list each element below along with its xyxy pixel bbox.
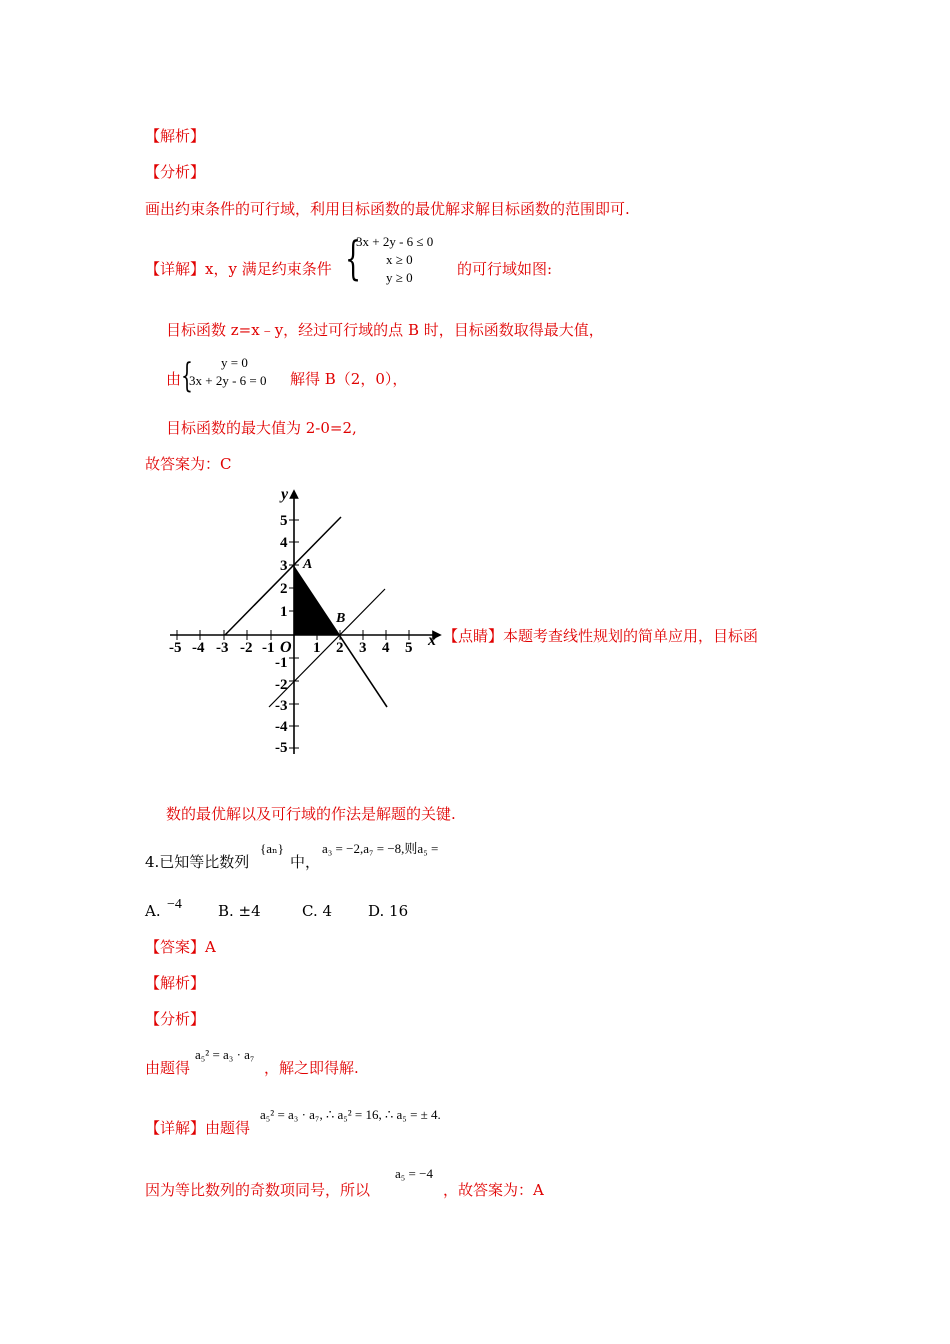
q4-zhong: 中， bbox=[290, 853, 321, 871]
x-tick: -3 bbox=[216, 640, 229, 656]
x-tick: 1 bbox=[313, 640, 321, 656]
x-tick: 3 bbox=[359, 640, 367, 656]
analysis-text: 画出约束条件的可行域，利用目标函数的最优解求解目标函数的范围即可. bbox=[145, 200, 630, 218]
answer-c: 故答案为：C bbox=[145, 455, 232, 473]
q4-analysis-suffix: ，解之即得解. bbox=[264, 1059, 359, 1077]
y-tick: 5 bbox=[280, 513, 288, 529]
x-tick: -2 bbox=[240, 640, 253, 656]
option-d: D. 16 bbox=[368, 902, 409, 920]
y-tick: -1 bbox=[275, 655, 288, 671]
y-tick: 1 bbox=[280, 604, 288, 620]
q4-condition: a₃ = −2,a₇ = −8,则a₅ = bbox=[322, 841, 439, 856]
option-c: C. 4 bbox=[302, 902, 333, 920]
q4-stem: 4.已知等比数列 bbox=[145, 853, 250, 871]
x-axis-label: x bbox=[428, 632, 436, 649]
y-tick: -3 bbox=[275, 698, 288, 714]
y-tick: -2 bbox=[275, 677, 288, 693]
dianjing-text: 【点睛】本题考查线性规划的简单应用，目标函 bbox=[443, 627, 759, 645]
solve-text: 解得 B（2，0）， bbox=[290, 370, 408, 388]
equation-2: 3x + 2y - 6 = 0 bbox=[189, 373, 267, 388]
x-tick: 2 bbox=[336, 640, 344, 656]
detail-suffix: 的可行域如图: bbox=[457, 260, 553, 278]
ticks bbox=[177, 520, 409, 748]
point-b-label: B bbox=[336, 611, 346, 626]
x-tick: -4 bbox=[192, 640, 205, 656]
q4-analysis-prefix: 由题得 bbox=[145, 1059, 191, 1077]
fenxi-heading: 【分析】 bbox=[145, 163, 206, 181]
equation-brace: { bbox=[181, 356, 193, 396]
q4-final-prefix: 因为等比数列的奇数项同号，所以 bbox=[145, 1181, 371, 1199]
constraint-2: x ≥ 0 bbox=[386, 252, 413, 267]
q4-final-suffix: ，故答案为：A bbox=[443, 1181, 544, 1199]
x-tick: -1 bbox=[262, 640, 275, 656]
constraint-brace: { bbox=[345, 231, 362, 285]
equation-1: y = 0 bbox=[221, 355, 248, 370]
q4-answer: 【答案】A bbox=[145, 938, 216, 956]
option-a: A. bbox=[145, 902, 161, 920]
y-axis-label: y bbox=[281, 486, 289, 503]
point-a-label: A bbox=[303, 557, 313, 572]
origin-label: O bbox=[280, 639, 292, 656]
x-tick: -5 bbox=[169, 640, 182, 656]
q4-sequence: {aₙ} bbox=[260, 841, 284, 856]
detail-prefix: 【详解】x，y 满足约束条件 bbox=[145, 260, 332, 278]
feasible-region-graph bbox=[165, 482, 445, 772]
max-text: 目标函数的最大值为 2-0=2, bbox=[166, 419, 357, 437]
jiexi-heading: 【解析】 bbox=[145, 127, 206, 145]
x-tick: 5 bbox=[405, 640, 413, 656]
y-tick: 4 bbox=[280, 535, 288, 551]
you-text: 由 bbox=[166, 370, 182, 388]
objective-text: 目标函数 z=x﹣y，经过可行域的点 B 时，目标函数取得最大值， bbox=[166, 321, 604, 339]
q4-detail-prefix: 【详解】由题得 bbox=[145, 1119, 251, 1137]
y-tick: -5 bbox=[275, 740, 288, 756]
q4-fenxi: 【分析】 bbox=[145, 1010, 206, 1028]
q4-final-formula: a₅ = −4 bbox=[395, 1166, 433, 1181]
y-tick: 3 bbox=[280, 558, 288, 574]
x-tick: 4 bbox=[382, 640, 390, 656]
y-tick: 2 bbox=[280, 581, 288, 597]
constraint-1: 3x + 2y - 6 ≤ 0 bbox=[356, 234, 434, 249]
q4-jiexi: 【解析】 bbox=[145, 974, 206, 992]
y-tick: -4 bbox=[275, 719, 288, 735]
dianjing-text-cont: 数的最优解以及可行域的作法是解题的关键. bbox=[166, 805, 456, 823]
q4-detail-formula: a₅² = a₃ · a₇, ∴ a₅² = 16, ∴ a₅ = ± 4. bbox=[260, 1107, 441, 1122]
option-a-value: −4 bbox=[167, 897, 182, 912]
option-b: B. ±4 bbox=[218, 902, 261, 920]
constraint-3: y ≥ 0 bbox=[386, 270, 413, 285]
q4-analysis-formula: a₅² = a₃ · a₇ bbox=[195, 1047, 255, 1062]
